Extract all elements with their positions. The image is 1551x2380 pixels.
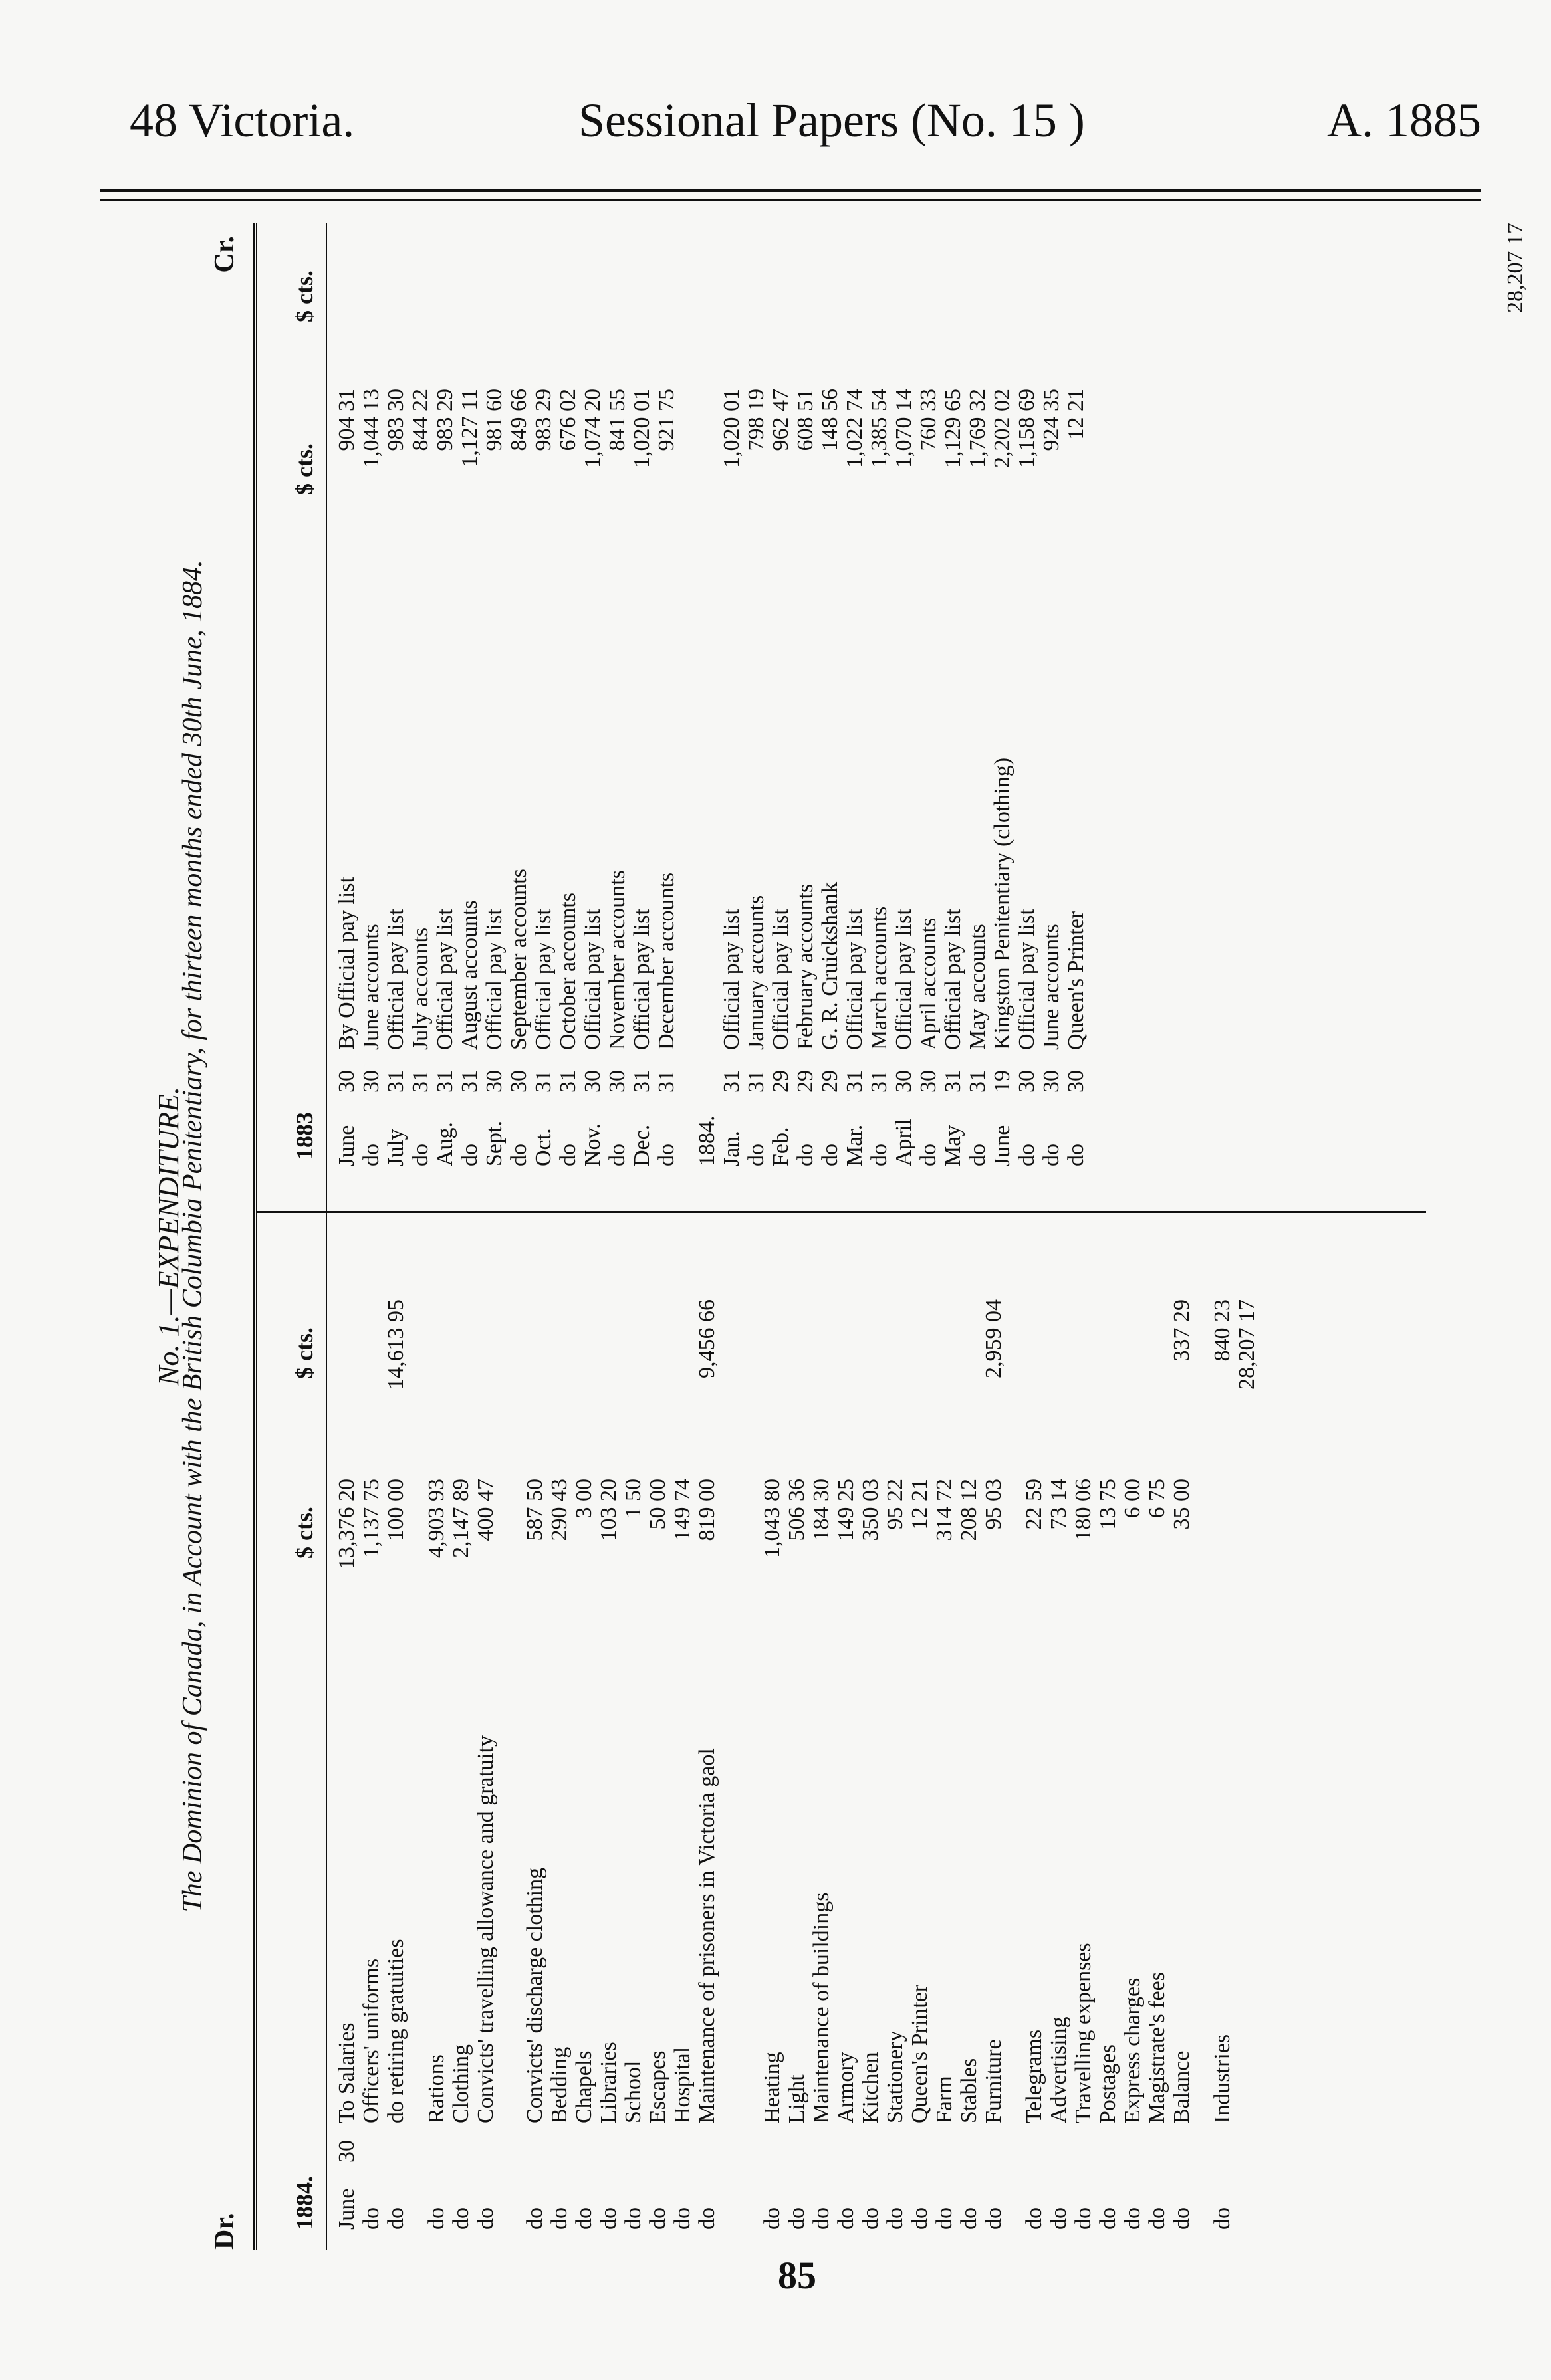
entry-month: do xyxy=(507,1144,531,1166)
entry-month: do xyxy=(646,2207,670,2230)
entry-amount: 148 56 xyxy=(818,389,842,451)
entry-day: 31 xyxy=(965,1070,990,1093)
debit-total-heading: $ cts. xyxy=(291,1327,318,1379)
entry-description: Queen's Printer xyxy=(1064,911,1088,1050)
entry-description: G. R. Cruickshank xyxy=(818,881,842,1050)
entry-description: Bedding xyxy=(547,2046,572,2123)
credit-amount-heading: $ cts. xyxy=(291,443,318,495)
entry-day: 31 xyxy=(556,1070,580,1093)
entry-description: do retiring gratuities xyxy=(384,1939,408,2123)
table-title: No. 1.—EXPENDITURE. xyxy=(152,1087,185,1386)
entry-month: June xyxy=(334,1125,359,1166)
entry-month: July xyxy=(384,1129,408,1166)
entry-description: Armory xyxy=(834,2052,858,2123)
entry-description: Advertising xyxy=(1046,2016,1071,2123)
entry-amount: 760 33 xyxy=(916,389,941,451)
entry-description: School xyxy=(621,2060,646,2123)
entry-day: 30 xyxy=(359,1070,384,1093)
debit-amount-heading: $ cts. xyxy=(291,1507,318,1559)
entry-month: do xyxy=(670,2207,695,2230)
entry-month: Nov. xyxy=(580,1123,605,1166)
entry-month: do xyxy=(957,2207,981,2230)
entry-month: do xyxy=(916,1144,941,1166)
entry-description: Official pay list xyxy=(769,909,793,1050)
entry-amount: 962 47 xyxy=(769,389,793,451)
entry-day: 31 xyxy=(408,1070,433,1093)
entry-month: do xyxy=(596,2207,621,2230)
entry-amount: 819 00 xyxy=(695,1479,719,1541)
entry-month: do xyxy=(1096,2207,1120,2230)
entry-description: Convicts' travelling allowance and gratuity xyxy=(473,1735,498,2123)
entry-description: January accounts xyxy=(744,895,769,1050)
entry-day: 30 xyxy=(507,1070,531,1093)
entry-month: do xyxy=(424,2207,449,2230)
entry-amount: 4,903 93 xyxy=(424,1479,449,1558)
entry-month: do xyxy=(359,2207,384,2230)
entry-description: August accounts xyxy=(457,900,482,1050)
entry-amount: 2,147 89 xyxy=(449,1479,473,1558)
entry-month: Dec. xyxy=(630,1124,654,1166)
center-divider xyxy=(256,1211,1426,1213)
entry-day: 31 xyxy=(531,1070,556,1093)
entry-month: do xyxy=(1022,2207,1046,2230)
entry-month: do xyxy=(1145,2207,1169,2230)
entry-month: do xyxy=(523,2207,547,2230)
entry-day: 30 xyxy=(605,1070,630,1093)
entry-description: Maintenance of buildings xyxy=(809,1892,834,2123)
entry-month: Mar. xyxy=(842,1124,867,1166)
entry-description: Maintenance of prisoners in Victoria gaol xyxy=(695,1748,719,2123)
entry-amount: 95 03 xyxy=(981,1479,1006,1530)
entry-description: April accounts xyxy=(916,917,941,1050)
entry-month: do xyxy=(556,1144,580,1166)
entry-description: Official pay list xyxy=(941,909,965,1050)
entry-description: Official pay list xyxy=(719,909,744,1050)
entry-amount: 50 00 xyxy=(646,1479,670,1530)
entry-total: 14,613 95 xyxy=(384,1299,408,1390)
entry-description: Chapels xyxy=(572,2050,596,2123)
entry-month: do xyxy=(547,2207,572,2230)
entry-day: 31 xyxy=(867,1070,892,1093)
entry-month: do xyxy=(695,2207,719,2230)
entry-month: do xyxy=(981,2207,1006,2230)
entry-amount: 149 25 xyxy=(834,1479,858,1541)
entry-description: Furniture xyxy=(981,2039,1006,2123)
entry-month: do xyxy=(784,2207,809,2230)
entry-total: 2,959 04 xyxy=(981,1299,1006,1378)
entry-day: 30 xyxy=(482,1070,507,1093)
entry-amount: 841 55 xyxy=(605,389,630,451)
entry-month: Aug. xyxy=(433,1121,457,1166)
entry-month: Feb. xyxy=(769,1127,793,1166)
entry-description: Stationery xyxy=(883,2030,907,2123)
entry-amount: 208 12 xyxy=(957,1479,981,1541)
entry-month: do xyxy=(883,2207,907,2230)
table-top-rule-thin xyxy=(256,223,257,2250)
entry-description: Light xyxy=(784,2074,809,2123)
entry-day: 19 xyxy=(990,1070,1014,1093)
entry-month: do xyxy=(572,2207,596,2230)
entry-month: do xyxy=(760,2207,784,2230)
entry-total: 337 29 xyxy=(1169,1299,1194,1362)
entry-amount: 314 72 xyxy=(932,1479,957,1541)
entry-month: do xyxy=(834,2207,858,2230)
entry-month: Sept. xyxy=(482,1121,507,1166)
entry-day: 31 xyxy=(719,1070,744,1093)
entry-description: Official pay list xyxy=(482,909,507,1050)
entry-description: Official pay list xyxy=(531,909,556,1050)
entry-month: do xyxy=(793,1144,818,1166)
entry-amount: 924 35 xyxy=(1039,389,1064,451)
entry-amount: 350 03 xyxy=(858,1479,883,1541)
entry-day: 30 xyxy=(892,1070,916,1093)
entry-description: November accounts xyxy=(605,870,630,1050)
entry-day: 31 xyxy=(654,1070,679,1093)
entry-month: 1884. xyxy=(695,1115,719,1166)
entry-amount: 587 50 xyxy=(523,1479,547,1541)
entry-month: do xyxy=(621,2207,646,2230)
entry-amount: 608 51 xyxy=(793,389,818,451)
entry-month: June xyxy=(334,2188,359,2230)
entry-amount: 1,020 01 xyxy=(719,389,744,468)
entry-description: Travelling expenses xyxy=(1071,1943,1096,2123)
entry-day: 31 xyxy=(457,1070,482,1093)
entry-day: 31 xyxy=(433,1070,457,1093)
entry-day: 30 xyxy=(580,1070,605,1093)
entry-amount: 1,070 14 xyxy=(892,389,916,468)
entry-month: do xyxy=(809,2207,834,2230)
entry-month: do xyxy=(473,2207,498,2230)
entry-month: do xyxy=(359,1144,384,1166)
entry-description: Rations xyxy=(424,2054,449,2123)
account-title: The Dominion of Canada, in Account with the British Columbia Penitentiary, for thirteen months ended 30th June, 1884. xyxy=(178,560,208,1913)
entry-amount: 6 75 xyxy=(1145,1479,1169,1519)
entry-amount: 103 20 xyxy=(596,1479,621,1541)
entry-description: Magistrate's fees xyxy=(1145,1972,1169,2123)
entry-amount: 3 00 xyxy=(572,1479,596,1519)
entry-amount: 921 75 xyxy=(654,389,679,451)
entry-amount: 844 22 xyxy=(408,389,433,451)
entry-total: 28,207 17 xyxy=(1503,223,1528,313)
entry-month: do xyxy=(384,2207,408,2230)
entry-month: do xyxy=(818,1144,842,1166)
entry-month: do xyxy=(1014,1144,1039,1166)
entry-amount: 12 21 xyxy=(907,1479,932,1530)
entry-amount: 100 00 xyxy=(384,1479,408,1541)
entry-amount: 1,769 32 xyxy=(965,389,990,468)
credit-total-heading: $ cts. xyxy=(291,270,318,322)
entry-month: do xyxy=(654,1144,679,1166)
entry-day: 30 xyxy=(916,1070,941,1093)
entry-amount: 983 29 xyxy=(433,389,457,451)
column-header-rule xyxy=(326,223,327,2250)
entry-month: do xyxy=(449,2207,473,2230)
entry-day: 30 xyxy=(1039,1070,1064,1093)
entry-amount: 1,043 80 xyxy=(760,1479,784,1558)
entry-month: May xyxy=(941,1125,965,1166)
entry-description: Officers' uniforms xyxy=(359,1958,384,2123)
entry-month: April xyxy=(892,1119,916,1166)
entry-day: 31 xyxy=(744,1070,769,1093)
entry-day: 29 xyxy=(793,1070,818,1093)
entry-amount: 1,074 20 xyxy=(580,389,605,468)
entry-amount: 13 75 xyxy=(1096,1479,1120,1530)
entry-amount: 2,202 02 xyxy=(990,389,1014,468)
entry-amount: 676 02 xyxy=(556,389,580,451)
entry-month: do xyxy=(858,2207,883,2230)
entry-description: July accounts xyxy=(408,927,433,1050)
entry-amount: 12 21 xyxy=(1064,389,1088,440)
entry-description: Industries xyxy=(1210,2034,1235,2123)
entry-total: 9,456 66 xyxy=(695,1299,719,1378)
entry-description: To Salaries xyxy=(334,2022,359,2123)
entry-month: do xyxy=(1210,2207,1235,2230)
entry-amount: 1,158 69 xyxy=(1014,389,1039,468)
header-rule xyxy=(100,189,1481,192)
entry-month: Jan. xyxy=(719,1131,744,1166)
entry-description: October accounts xyxy=(556,893,580,1050)
entry-month: do xyxy=(1071,2207,1096,2230)
entry-description: Balance xyxy=(1169,2050,1194,2123)
entry-amount: 798 19 xyxy=(744,389,769,451)
entry-month: do xyxy=(1120,2207,1145,2230)
entry-day: 30 xyxy=(334,1070,359,1093)
entry-amount: 983 29 xyxy=(531,389,556,451)
entry-amount: 1,020 01 xyxy=(630,389,654,468)
entry-amount: 506 36 xyxy=(784,1479,809,1541)
entry-description: March accounts xyxy=(867,906,892,1050)
entry-day: 29 xyxy=(818,1070,842,1093)
entry-description: Clothing xyxy=(449,2044,473,2123)
entry-description: Postages xyxy=(1096,2044,1120,2123)
entry-month: do xyxy=(965,1144,990,1166)
entry-description: Express charges xyxy=(1120,1977,1145,2123)
table-caption xyxy=(152,223,208,2250)
table-top-rule xyxy=(253,223,255,2250)
header-left: 48 Victoria. xyxy=(130,94,355,147)
entry-amount: 1,044 13 xyxy=(359,389,384,468)
entry-amount: 400 47 xyxy=(473,1479,498,1541)
entry-amount: 1 50 xyxy=(621,1479,646,1519)
entry-description: Libraries xyxy=(596,2042,621,2123)
entry-amount: 1,385 54 xyxy=(867,389,892,468)
entry-month: do xyxy=(605,1144,630,1166)
entry-amount: 904 31 xyxy=(334,389,359,451)
entry-description: Official pay list xyxy=(580,909,605,1050)
entry-description: Kingston Penitentiary (clothing) xyxy=(990,757,1014,1050)
entry-description: Official pay list xyxy=(433,909,457,1050)
entry-month: do xyxy=(1039,1144,1064,1166)
entry-description: By Official pay list xyxy=(334,877,359,1050)
entry-amount: 1,129 65 xyxy=(941,389,965,468)
entry-description: Heating xyxy=(760,2052,784,2123)
entry-description: June accounts xyxy=(1039,924,1064,1050)
credit-year-heading: 1883 xyxy=(291,1112,318,1160)
entry-day: 31 xyxy=(630,1070,654,1093)
debit-label: Dr. xyxy=(209,2213,240,2250)
entry-total: 28,207 17 xyxy=(1235,1299,1259,1390)
entry-month: do xyxy=(408,1144,433,1166)
page-number: 85 xyxy=(778,2254,816,2297)
entry-month: do xyxy=(457,1144,482,1166)
entry-amount: 290 43 xyxy=(547,1479,572,1541)
entry-month: June xyxy=(990,1125,1014,1166)
entry-month: do xyxy=(1064,1144,1088,1166)
entry-month: do xyxy=(744,1144,769,1166)
entry-day: 31 xyxy=(842,1070,867,1093)
entry-description: Convicts' discharge clothing xyxy=(523,1867,547,2123)
entry-description: Kitchen xyxy=(858,2052,883,2123)
entry-amount: 13,376 20 xyxy=(334,1479,359,1569)
entry-description: Official pay list xyxy=(384,909,408,1050)
entry-description: February accounts xyxy=(793,883,818,1050)
entry-day: 30 xyxy=(1064,1070,1088,1093)
entry-day: 31 xyxy=(941,1070,965,1093)
entry-amount: 983 30 xyxy=(384,389,408,451)
entry-description: Official pay list xyxy=(892,909,916,1050)
entry-amount: 35 00 xyxy=(1169,1479,1194,1530)
entry-month: do xyxy=(907,2207,932,2230)
debit-year-heading: 1884. xyxy=(291,2176,318,2230)
entry-description: Farm xyxy=(932,2076,957,2123)
entry-amount: 1,022 74 xyxy=(842,389,867,468)
entry-amount: 180 06 xyxy=(1071,1479,1096,1541)
header-right: A. 1885 xyxy=(1327,94,1481,147)
entry-month: do xyxy=(1169,2207,1194,2230)
entry-month: do xyxy=(1046,2207,1071,2230)
entry-description: Telegrams xyxy=(1022,2029,1046,2123)
entry-description: Queen's Printer xyxy=(907,1984,932,2123)
entry-amount: 6 00 xyxy=(1120,1479,1145,1519)
entry-day: 29 xyxy=(769,1070,793,1093)
entry-description: Stables xyxy=(957,2058,981,2123)
entry-amount: 95 22 xyxy=(883,1479,907,1530)
entry-description: Official pay list xyxy=(630,909,654,1050)
entry-amount: 73 14 xyxy=(1046,1479,1071,1530)
header-center: Sessional Papers (No. 15 ) xyxy=(578,94,1085,147)
entry-amount: 149 74 xyxy=(670,1479,695,1541)
header-rule-thin xyxy=(100,199,1481,201)
entry-description: Escapes xyxy=(646,2050,670,2123)
entry-description: December accounts xyxy=(654,872,679,1050)
entry-amount: 1,137 75 xyxy=(359,1479,384,1558)
entry-day: 30 xyxy=(334,2140,359,2163)
entry-day: 31 xyxy=(384,1070,408,1093)
entry-day: 30 xyxy=(1014,1070,1039,1093)
entry-amount: 184 30 xyxy=(809,1479,834,1541)
entry-description: May accounts xyxy=(965,924,990,1050)
entry-month: do xyxy=(867,1144,892,1166)
rotated-account-table xyxy=(152,223,1528,2250)
credit-label: Cr. xyxy=(209,236,240,273)
entry-description: Official pay list xyxy=(1014,909,1039,1050)
entry-description: Hospital xyxy=(670,2046,695,2123)
entry-description: June accounts xyxy=(359,924,384,1050)
entry-amount: 849 66 xyxy=(507,389,531,451)
entry-amount: 22 59 xyxy=(1022,1479,1046,1530)
entry-amount: 981 60 xyxy=(482,389,507,451)
entry-month: do xyxy=(932,2207,957,2230)
entry-total: 840 23 xyxy=(1210,1299,1235,1362)
entry-month: Oct. xyxy=(531,1128,556,1166)
entry-amount: 1,127 11 xyxy=(457,389,482,467)
entry-description: Official pay list xyxy=(842,909,867,1050)
entry-description: September accounts xyxy=(507,869,531,1050)
